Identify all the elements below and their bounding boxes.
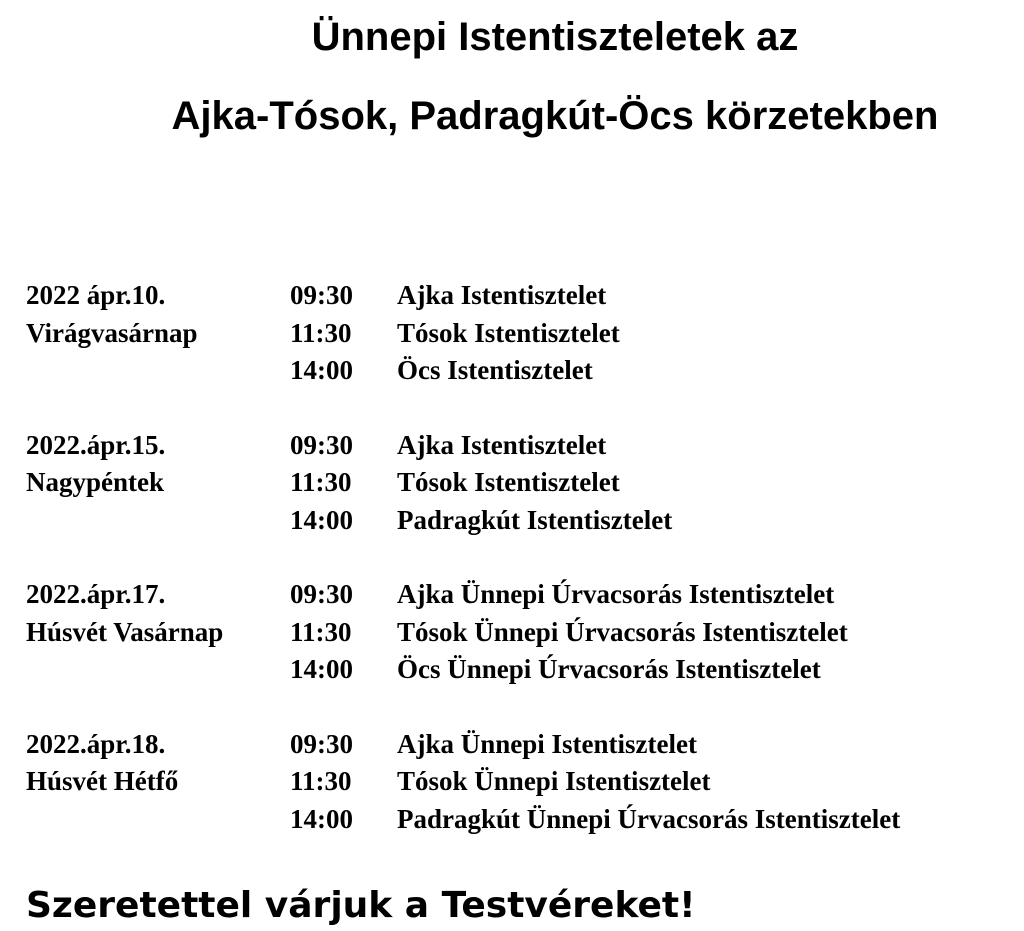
day-name: Húsvét Hétfő xyxy=(26,766,179,796)
day-date: 2022.ápr.17. xyxy=(26,579,166,609)
schedule-day-viragvasarnap xyxy=(26,277,900,390)
page-title-line-2: Ajka-Tósok, Padragkút-Öcs körzetekben xyxy=(171,94,939,138)
schedule-day-nagypentek xyxy=(26,427,900,540)
schedule-day-husvet-vasarnap xyxy=(26,576,900,689)
page-title-line-1: Ünnepi Istentiszteletek az xyxy=(311,15,799,59)
day-date: 2022.ápr.15. xyxy=(26,429,166,460)
service-label: Padragkút Istentisztelet xyxy=(397,504,673,535)
service-time: 14:00 xyxy=(290,654,353,684)
service-schedule xyxy=(26,277,900,875)
service-time: 11:30 xyxy=(290,766,352,796)
schedule-row xyxy=(26,726,900,764)
closing-message: Szeretettel várjuk a Testvéreket! xyxy=(26,885,696,926)
service-time: 14:00 xyxy=(290,504,353,535)
service-label: Ajka Istentisztelet xyxy=(397,280,607,310)
schedule-row xyxy=(26,614,900,652)
service-label: Tósok Istentisztelet xyxy=(397,467,620,497)
schedule-row xyxy=(26,502,900,540)
service-label: Öcs Istentisztelet xyxy=(397,355,593,385)
day-name: Nagypéntek xyxy=(26,467,165,497)
service-time: 09:30 xyxy=(290,579,353,609)
schedule-row xyxy=(26,763,900,801)
service-time: 11:30 xyxy=(290,467,352,497)
service-time: 11:30 xyxy=(290,616,352,647)
service-label: Tósok Istentisztelet xyxy=(397,317,620,348)
schedule-day-husvet-hetfo xyxy=(26,726,900,839)
service-time: 14:00 xyxy=(290,803,353,834)
service-label: Ajka Ünnepi Úrvacsorás Istentisztelet xyxy=(397,579,835,609)
schedule-row xyxy=(26,801,900,839)
schedule-row xyxy=(26,427,900,465)
service-time: 09:30 xyxy=(290,429,353,460)
schedule-row xyxy=(26,315,900,353)
day-name: Virágvasárnap xyxy=(26,317,198,348)
schedule-row xyxy=(26,464,900,502)
service-time: 09:30 xyxy=(290,728,353,759)
day-date: 2022 ápr.10. xyxy=(26,280,166,310)
service-label: Öcs Ünnepi Úrvacsorás Istentisztelet xyxy=(397,654,821,684)
service-label: Ajka Ünnepi Istentisztelet xyxy=(397,728,697,759)
service-label: Padragkút Ünnepi Úrvacsorás Istentisztelet xyxy=(397,803,901,834)
service-label: Tósok Ünnepi Úrvacsorás Istentisztelet xyxy=(397,616,848,647)
service-time: 09:30 xyxy=(290,280,353,310)
service-label: Ajka Istentisztelet xyxy=(397,429,607,460)
schedule-row xyxy=(26,277,900,315)
day-date: 2022.ápr.18. xyxy=(26,728,166,759)
schedule-row xyxy=(26,576,900,614)
schedule-row xyxy=(26,651,900,689)
day-name: Húsvét Vasárnap xyxy=(26,616,224,647)
service-time: 14:00 xyxy=(290,355,353,385)
schedule-row xyxy=(26,352,900,390)
service-time: 11:30 xyxy=(290,317,352,348)
service-label: Tósok Ünnepi Istentisztelet xyxy=(397,766,711,796)
